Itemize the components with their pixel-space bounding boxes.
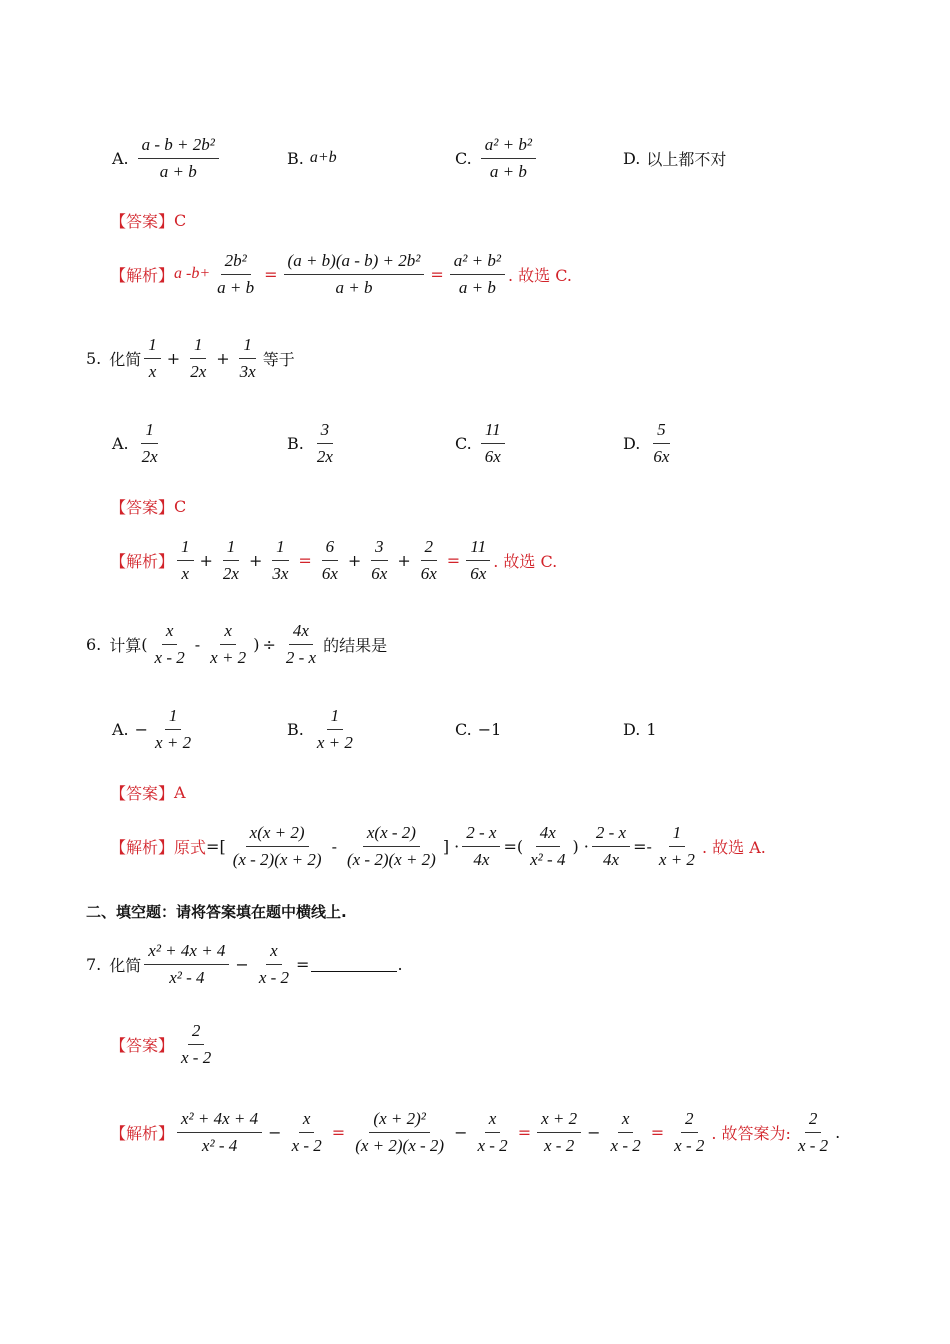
fraction: $\frac{2}{x - 2}$ bbox=[181, 1020, 212, 1067]
question-number: 5. bbox=[86, 348, 102, 368]
fraction: $\frac{x + 2}{x - 2}$ bbox=[537, 1109, 581, 1156]
fraction: $\frac{2 - x}{4x}$ bbox=[592, 823, 630, 870]
q7-answer bbox=[110, 1014, 218, 1074]
fraction: $\frac{x}{x - 2}$ bbox=[291, 1108, 322, 1155]
q4-answer bbox=[110, 208, 186, 232]
q6-answer bbox=[110, 780, 186, 804]
question-verb: 化简 bbox=[109, 955, 142, 975]
section-heading bbox=[86, 900, 347, 922]
option-label: D. bbox=[623, 433, 641, 453]
option-text: a+b bbox=[309, 149, 337, 166]
close-bracket-dot: ] · bbox=[442, 836, 460, 856]
solution-tail: . 故答案为: bbox=[711, 1123, 791, 1143]
q6-solution bbox=[110, 816, 766, 876]
fraction: $\frac{x}{x - 2}$ bbox=[477, 1108, 508, 1155]
plus-sign: + bbox=[166, 348, 181, 368]
plus-sign: + bbox=[199, 550, 213, 570]
solution-tag: 【解析】 bbox=[110, 551, 175, 571]
answer-tag: 【答案】 bbox=[110, 497, 175, 517]
option-label: A. bbox=[112, 433, 129, 453]
section-title: 二、填空题：请将答案填在题中横线上. bbox=[86, 902, 347, 921]
answer-value: A bbox=[174, 782, 186, 802]
minus-sign: − bbox=[268, 1122, 282, 1142]
question-number: 6. bbox=[86, 634, 102, 654]
minus-sign: - bbox=[331, 836, 337, 856]
fraction: $\frac{\text{2b²}}{a + b}$ bbox=[217, 250, 255, 297]
fraction: $\frac{1}{3x}$ bbox=[272, 536, 289, 583]
q5-answer bbox=[110, 494, 186, 518]
fraction: $\frac{2 - x}{4x}$ bbox=[462, 823, 500, 870]
equals-sign: = bbox=[650, 1122, 665, 1142]
answer-tag: 【答案】 bbox=[110, 1035, 175, 1055]
fraction: $\frac{x(x + 2)}{(x - 2)(x + 2)}$ bbox=[232, 822, 322, 869]
fraction: $\frac{1}{2x}$ bbox=[141, 419, 158, 466]
q6-option-d bbox=[623, 720, 657, 739]
option-text: 以上都不对 bbox=[646, 149, 727, 169]
option-label: C. bbox=[455, 433, 472, 453]
fraction: $\frac{1}{2x}$ bbox=[222, 536, 239, 583]
q4-option-c bbox=[455, 135, 539, 182]
q6-option-c bbox=[455, 720, 501, 739]
equals-bracket: =[ bbox=[206, 836, 226, 856]
solution-tag: 【解析】 bbox=[110, 265, 175, 285]
question-verb: 计算 bbox=[109, 635, 142, 655]
close-paren: ) bbox=[253, 634, 260, 654]
question-suffix: 的结果是 bbox=[323, 635, 388, 655]
fraction: $\frac{4x}{\text{x² - 4}}$ bbox=[530, 822, 566, 869]
plus-sign: + bbox=[347, 550, 362, 570]
q5-option-a bbox=[112, 420, 165, 467]
fraction: $\frac{1}{x}$ bbox=[144, 335, 161, 382]
solution-tail: . 故选 C. bbox=[493, 551, 558, 571]
q5-stem bbox=[86, 328, 295, 388]
minus-sign: - bbox=[194, 634, 201, 654]
q4-option-a bbox=[112, 135, 222, 182]
period: . bbox=[835, 1122, 841, 1142]
equals-paren: =( bbox=[503, 836, 524, 856]
q6-options-row bbox=[0, 699, 950, 759]
equals-negative: =- bbox=[633, 836, 652, 856]
option-label: C. bbox=[455, 719, 472, 739]
fraction: $\frac{\text{a² + b²}}{a + b}$ bbox=[450, 251, 505, 298]
open-paren: ( bbox=[141, 634, 148, 654]
fraction: $\frac{3}{2x}$ bbox=[316, 419, 333, 466]
fraction: $\frac{\text{(a + b)(a - b) + 2b²}}{a + b}$ bbox=[284, 251, 425, 298]
fraction: $\frac{\text{a - b + 2b²}}{a + b}$ bbox=[138, 135, 219, 182]
solution-lead: 原式 bbox=[174, 837, 207, 857]
equals-sign: = bbox=[296, 954, 310, 974]
fraction: $\frac{x(x - 2)}{(x - 2)(x + 2)}$ bbox=[346, 822, 436, 869]
fraction: $\frac{x}{x - 2}$ bbox=[258, 940, 290, 987]
q5-options-row bbox=[0, 413, 950, 473]
option-label: B. bbox=[287, 433, 304, 453]
fraction: $\frac{4x}{2 - x}$ bbox=[285, 620, 317, 667]
divide-sign: ÷ bbox=[262, 634, 276, 654]
equals-sign: = bbox=[446, 550, 461, 570]
question-suffix: 等于 bbox=[262, 349, 295, 369]
fraction: $\frac{\text{x² + 4x + 4}}{\text{x² - 4}}$ bbox=[177, 1109, 262, 1156]
fraction: $\frac{11}{6x}$ bbox=[481, 420, 505, 467]
q7-stem bbox=[86, 934, 403, 994]
fraction: $\frac{x}{x - 2}$ bbox=[154, 620, 185, 667]
minus-sign: − bbox=[134, 719, 149, 739]
fraction: $\frac{1}{2x}$ bbox=[190, 334, 207, 381]
answer-tag: 【答案】 bbox=[110, 783, 175, 803]
solution-tag: 【解析】 bbox=[110, 1123, 175, 1143]
solution-lead: a -b+ bbox=[174, 265, 211, 282]
fraction: $\frac{1}{x + 2}$ bbox=[316, 705, 353, 752]
fraction: $\frac{x}{x + 2}$ bbox=[210, 620, 247, 667]
fraction: $\frac{6}{6x}$ bbox=[321, 536, 338, 583]
fraction: $\frac{5}{6x}$ bbox=[653, 419, 670, 466]
minus-sign: − bbox=[454, 1122, 468, 1142]
solution-tail: . 故选 A. bbox=[701, 837, 766, 857]
fraction: $\frac{2}{6x}$ bbox=[420, 536, 437, 583]
q4-options-row bbox=[0, 128, 950, 188]
plus-sign: + bbox=[397, 550, 411, 570]
plus-sign: + bbox=[216, 348, 230, 368]
solution-tag: 【解析】 bbox=[110, 837, 175, 857]
option-text: 1 bbox=[646, 719, 657, 739]
equals-sign: = bbox=[517, 1122, 532, 1142]
fraction: $\frac{2}{x - 2}$ bbox=[797, 1108, 829, 1155]
equals-sign: = bbox=[331, 1122, 346, 1142]
option-label: A. bbox=[112, 719, 129, 739]
fraction: $\frac{\text{a² + b²}}{a + b}$ bbox=[481, 135, 536, 182]
option-label: A. bbox=[112, 148, 129, 168]
answer-value: C bbox=[174, 496, 187, 516]
fraction: $\frac{1}{x + 2}$ bbox=[658, 822, 695, 869]
answer-tag: 【答案】 bbox=[110, 211, 175, 231]
option-text: −1 bbox=[477, 719, 502, 739]
q5-option-d bbox=[623, 420, 676, 467]
q6-option-a bbox=[112, 706, 198, 753]
option-label: C. bbox=[455, 148, 472, 168]
question-verb: 化简 bbox=[109, 349, 142, 369]
minus-sign: − bbox=[235, 954, 249, 974]
period: . bbox=[397, 954, 403, 974]
q5-solution bbox=[110, 530, 557, 590]
q7-solution bbox=[110, 1101, 840, 1163]
close-paren-dot: ) · bbox=[572, 836, 589, 856]
fraction: $\frac{1}{3x}$ bbox=[239, 334, 256, 381]
fraction: $\frac{\text{x² + 4x + 4}}{\text{x² - 4}}$ bbox=[144, 941, 229, 988]
option-label: B. bbox=[287, 719, 304, 739]
fraction: $\frac{3}{6x}$ bbox=[371, 536, 388, 583]
q4-option-b bbox=[287, 149, 337, 168]
fraction: $\frac{\text{(x + 2)²}}{(x + 2)(x - 2)}$ bbox=[355, 1108, 445, 1155]
q4-option-d bbox=[623, 147, 726, 170]
q6-stem bbox=[86, 614, 387, 674]
fraction: $\frac{x}{x - 2}$ bbox=[610, 1108, 641, 1155]
fraction: $\frac{1}{x + 2}$ bbox=[155, 705, 192, 752]
q5-option-c bbox=[455, 420, 508, 467]
plus-sign: + bbox=[248, 550, 263, 570]
q4-solution bbox=[110, 244, 572, 304]
solution-tail: . 故选 C. bbox=[507, 265, 572, 285]
option-label: D. bbox=[623, 148, 641, 168]
answer-value: C bbox=[174, 210, 187, 230]
option-label: B. bbox=[287, 148, 304, 168]
q6-option-b bbox=[287, 706, 360, 753]
fraction: $\frac{2}{x - 2}$ bbox=[674, 1108, 705, 1155]
equals-sign: = bbox=[430, 264, 444, 284]
fraction: $\frac{11}{6x}$ bbox=[466, 537, 490, 584]
equals-sign: = bbox=[264, 264, 278, 284]
answer-blank bbox=[311, 957, 397, 972]
q5-option-b bbox=[287, 420, 340, 467]
question-number: 7. bbox=[86, 954, 102, 974]
option-label: D. bbox=[623, 719, 641, 739]
fraction: $\frac{1}{x}$ bbox=[177, 537, 194, 584]
equals-sign: = bbox=[298, 550, 312, 570]
minus-sign: − bbox=[587, 1122, 601, 1142]
